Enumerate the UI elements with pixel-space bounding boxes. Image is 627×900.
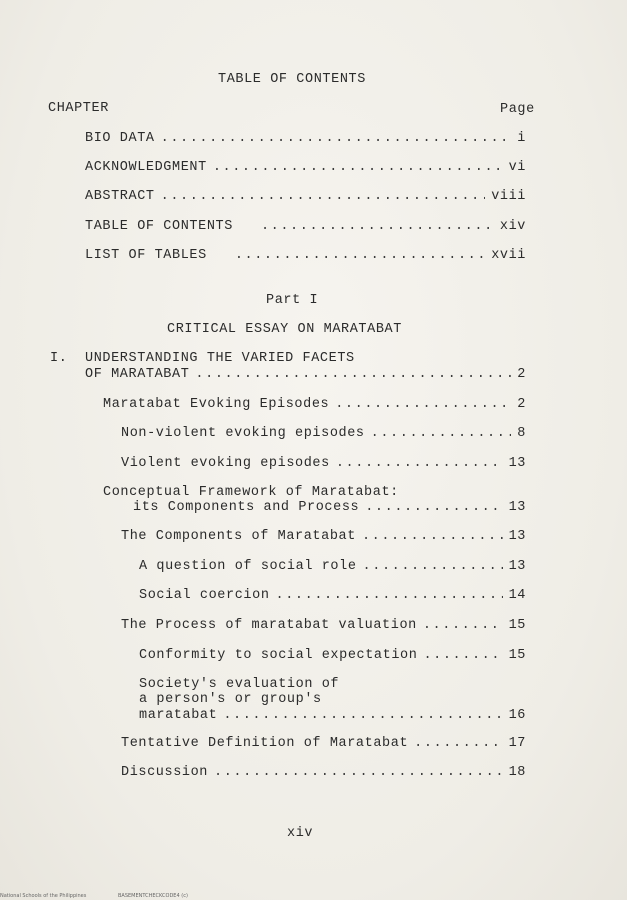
toc-entry: OF MARATABAT ..... 2 [85, 367, 526, 383]
toc-entry: The Process of maratabat valuation ..... 15 [121, 618, 526, 634]
toc-entry: Non-violent evoking episodes ..... 8 [121, 426, 526, 442]
toc-entry-line2: a person's or group's [139, 692, 322, 707]
toc-entry: ACKNOWLEDGMENT ..... vi [85, 160, 526, 176]
toc-entry: The Components of Maratabat ..... 13 [121, 529, 526, 545]
toc-entry: Social coercion ..... 14 [139, 588, 526, 604]
toc-entry-line1: Conceptual Framework of Maratabat: [103, 485, 399, 500]
toc-entry: maratabat ..... 16 [139, 708, 526, 724]
part-subtitle: CRITICAL ESSAY ON MARATABAT [167, 322, 402, 337]
scan-code: BASEMENTCHECKCODE4 (c) [117, 893, 188, 899]
library-label: National Schools of the Philippines [0, 893, 87, 899]
chapter-column-label: CHAPTER [48, 101, 109, 116]
toc-entry: LIST OF TABLES ..... xvii [85, 248, 526, 264]
toc-entry: Violent evoking episodes ..... 13 [121, 456, 526, 472]
toc-entry: BIO DATA ..... i [85, 131, 526, 147]
part-title: Part I [266, 293, 319, 308]
toc-entry: its Components and Process ..... 13 [133, 500, 526, 516]
toc-entry: Tentative Definition of Maratabat ..... 17 [121, 736, 526, 752]
toc-entry: ABSTRACT ..... viii [85, 189, 526, 205]
toc-entry: TABLE OF CONTENTS ..... xiv [85, 219, 526, 235]
scan-footer [0, 893, 218, 899]
toc-entry: A question of social role ..... 13 [139, 559, 526, 575]
page-number: xiv [287, 826, 314, 841]
page-title: TABLE OF CONTENTS [218, 72, 366, 87]
toc-entry: Conformity to social expectation ..... 15 [139, 648, 526, 664]
toc-entry: Maratabat Evoking Episodes ..... 2 [103, 397, 526, 413]
chapter-title-line1: UNDERSTANDING THE VARIED FACETS [85, 351, 355, 366]
toc-entry: Discussion ..... 18 [121, 765, 526, 781]
toc-entry-line1: Society's evaluation of [139, 677, 340, 692]
chapter-number: I. [50, 351, 68, 366]
page-column-label: Page [500, 102, 535, 117]
